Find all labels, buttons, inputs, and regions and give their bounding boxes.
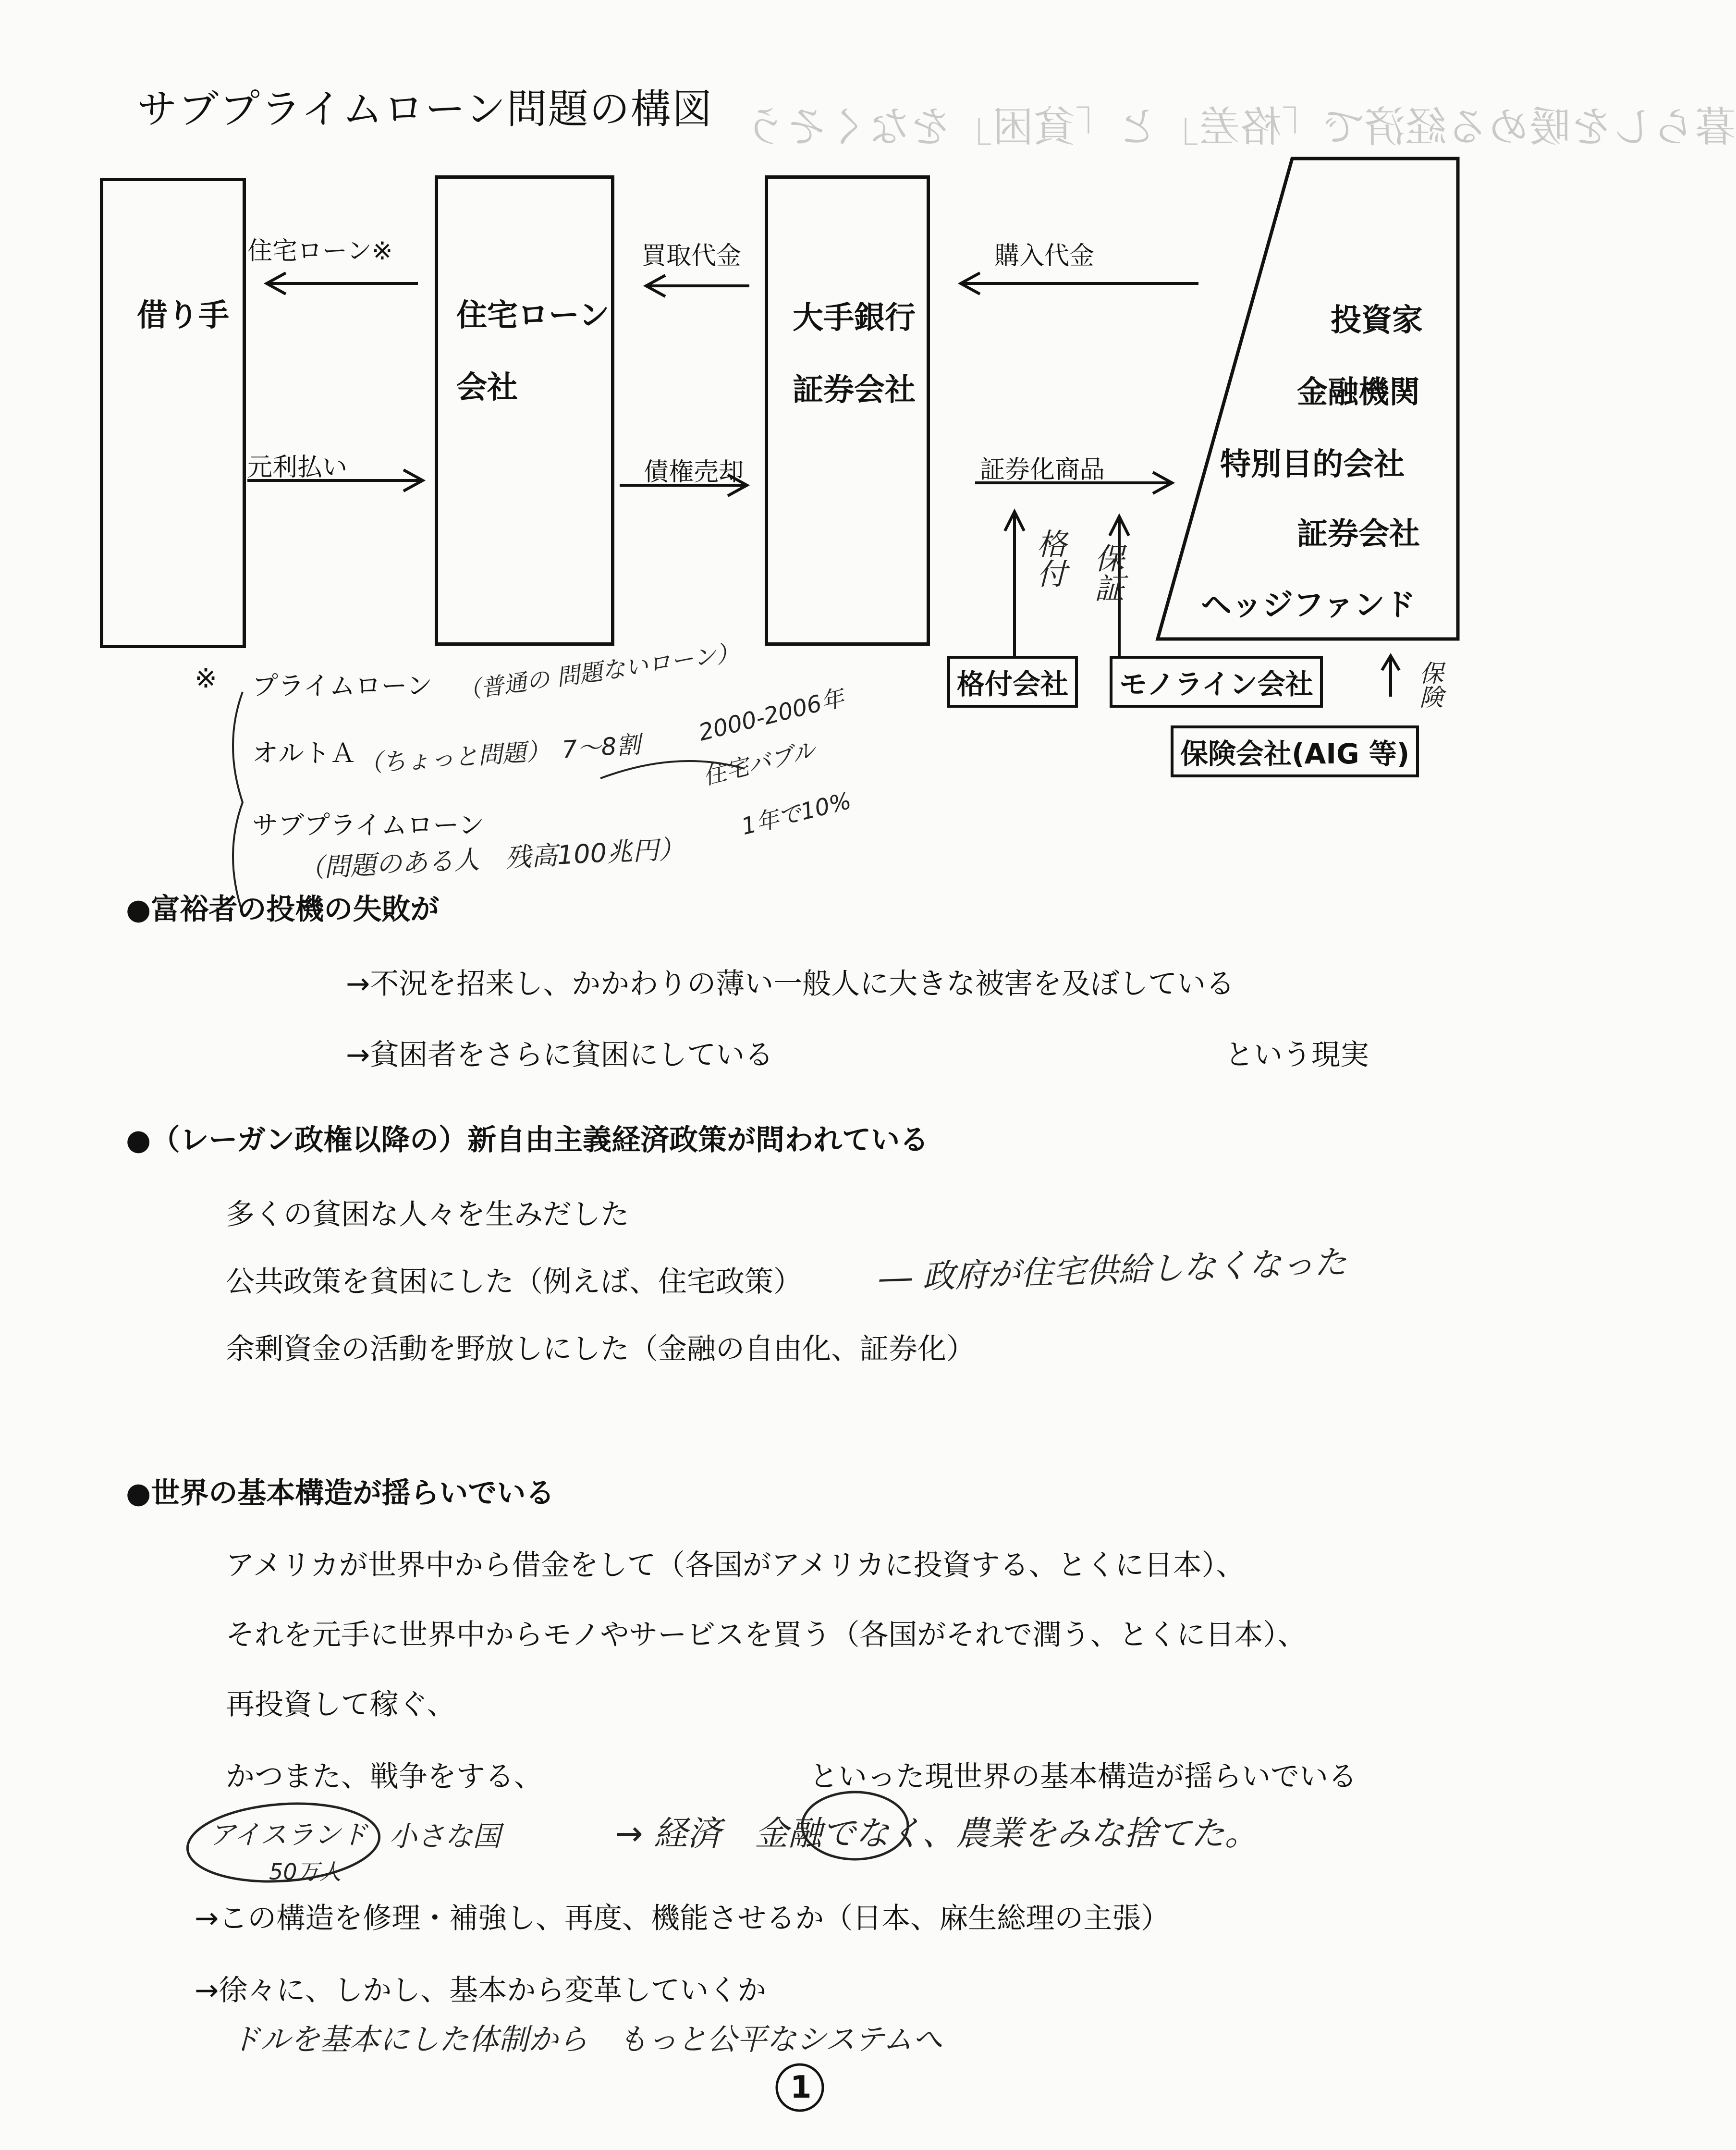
hand-econ-comment: → 経済 金融でなく、農業をみな捨てた。: [615, 1814, 1259, 1853]
hand-subprime-note: （問題のある人 残高100兆円）: [297, 833, 685, 885]
hand-alta-note: （ちょっと問題） 7〜8割: [357, 730, 642, 778]
investor-label-4: 証券会社: [1297, 516, 1420, 552]
flow-purchase-price: 買取代金: [641, 242, 742, 270]
section1-heading: ●富裕者の投機の失敗が: [126, 893, 440, 926]
borrower-label: 借り手: [137, 298, 229, 333]
section2-line2: 公共政策を貧困にした（例えば、住宅政策）: [226, 1265, 802, 1299]
flow-buy-price: 購入代金: [994, 242, 1095, 270]
vertical-insurance-label: 保険: [1416, 661, 1443, 709]
flow-mortgage-loan: 住宅ローン※: [247, 237, 393, 266]
bank-label-2: 証券会社: [793, 372, 916, 408]
section3-line4: かつまた、戦争をする、: [226, 1760, 543, 1794]
hand-years: 2000-2006年: [696, 684, 847, 747]
investor-label-5: ヘッジファンド: [1201, 588, 1416, 623]
hand-yearly: 1年で10%: [738, 787, 854, 841]
hand-iceland-pop: 50万人: [269, 1859, 342, 1885]
hand-iceland: アイスランド: [209, 1819, 368, 1851]
vertical-rating-label: 格付: [1032, 528, 1067, 588]
section3-line2: それを元手に世界中からモノやサービスを買う（各国がそれで潤う、とくに日本）、: [226, 1618, 1307, 1652]
rating-agency-box: 格付会社: [947, 656, 1078, 708]
insurance-box: 保険会社(AIG 等): [1171, 725, 1419, 777]
section3-suffix: といった現世界の基本構造が揺らいでいる: [809, 1760, 1357, 1794]
section1-suffix: という現実: [1225, 1038, 1369, 1072]
section2-heading: ●（レーガン政権以降の）新自由主義経済政策が問われている: [126, 1123, 929, 1157]
section3-line5: →この構造を修理・補強し、再度、機能させるか（日本、麻生総理の主張）: [195, 1902, 1170, 1935]
hand-small-country: 小さな国: [389, 1820, 501, 1853]
section3-line1: アメリカが世界中から借金をして（各国がアメリカに投資する、とくに日本）、: [226, 1548, 1245, 1582]
section2-line3: 余剰資金の活動を野放しにした（金融の自由化、証券化）: [226, 1332, 975, 1366]
section3-line6: →徐々に、しかし、基本から変革していくか: [195, 1974, 767, 2007]
mortgage-company-label-2: 会社: [456, 370, 518, 405]
section3-line3: 再投資して稼ぐ、: [226, 1688, 456, 1721]
section1-line2: →貧困者をさらに貧困にしている: [346, 1038, 774, 1072]
note-mark: ※: [195, 663, 217, 694]
bleed-through-text: 暮らしを暖める経済で「格差」と「貧困」をなくそう: [745, 103, 1736, 151]
hand-prime-note: （普通の 問題ないローン）: [456, 639, 741, 705]
section3-heading: ●世界の基本構造が揺らいでいる: [126, 1476, 555, 1510]
investor-label-3: 特別目的会社: [1220, 447, 1405, 482]
monoline-box: モノライン会社: [1110, 656, 1323, 708]
hand-bubble: 住宅バブル: [700, 736, 818, 790]
loan-type-subprime: サブプライムローン: [252, 810, 485, 840]
loan-type-alta: オルトＡ: [252, 738, 356, 768]
page-number: 1: [790, 2070, 812, 2105]
page-title: サブプライムローン問題の構図: [137, 86, 713, 133]
investor-label-1: 投資家: [1331, 303, 1423, 338]
mortgage-company-label-1: 住宅ローン: [456, 298, 610, 333]
vertical-guarantee-label: 保証: [1089, 543, 1125, 602]
hand-housing-policy: ― 政府が住宅供給しなくなった: [879, 1243, 1347, 1298]
flow-repayment: 元利払い: [247, 453, 348, 482]
investor-label-2: 金融機関: [1297, 375, 1420, 410]
flow-securitized: 証券化商品: [980, 455, 1105, 484]
hand-bottom-comment: ドルを基本にした体制から もっと公平なシステムへ: [231, 2022, 942, 2057]
bank-label-1: 大手銀行: [793, 300, 916, 336]
loan-type-prime: プライムローン: [252, 671, 433, 701]
section1-line1: →不況を招来し、かかわりの薄い一般人に大きな被害を及ぼしている: [346, 967, 1235, 1001]
section2-line1: 多くの貧困な人々を生みだした: [226, 1198, 629, 1231]
flow-bond-sale: 債権売却: [644, 458, 744, 487]
